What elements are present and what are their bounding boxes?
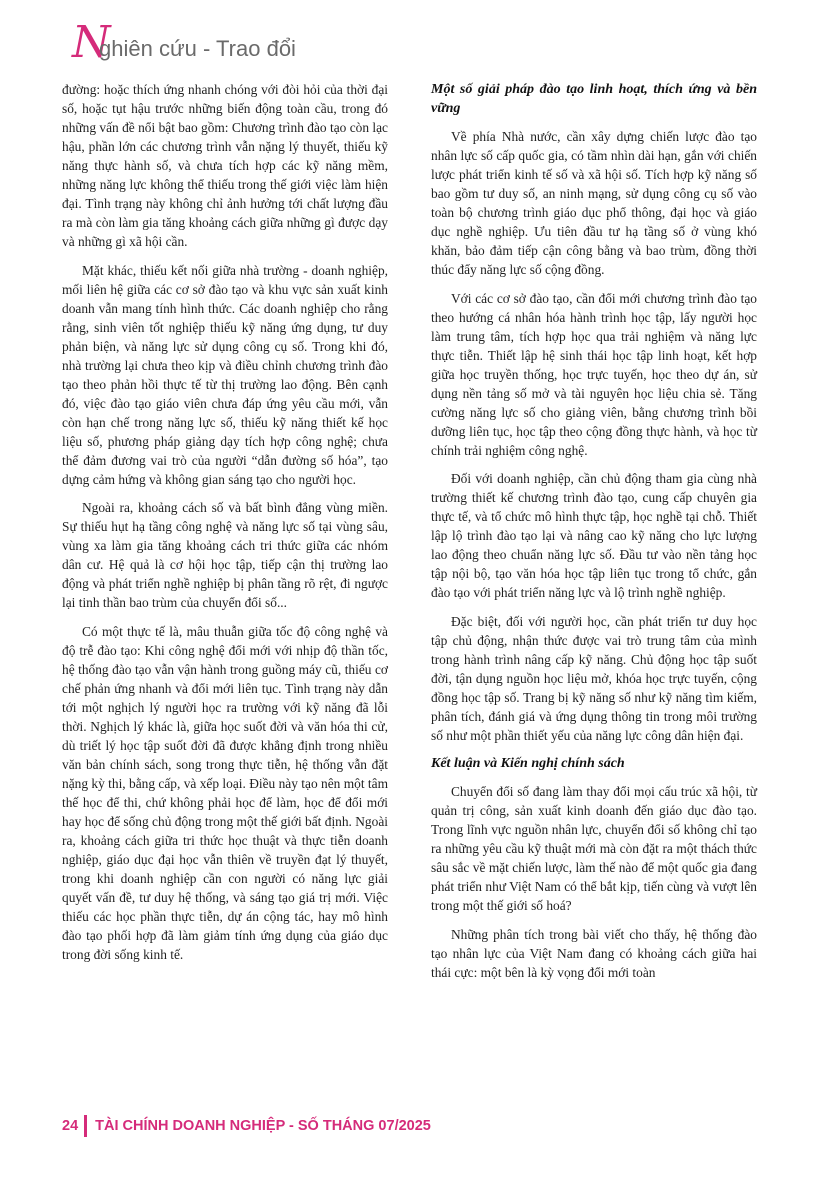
page-footer bbox=[62, 1115, 431, 1137]
left-column bbox=[62, 80, 388, 973]
paragraph: Mặt khác, thiếu kết nối giữa nhà trường - doanh nghiệp, mối liên hệ giữa các cơ sở đào tạo và khu vực sản xuất kinh doanh vẫn mang tính hình thức. Các doanh nghiệp cho rằng rằng, sinh viên tốt nghiệp thiếu kỹ năng ứng dụng, tư duy phản biện, và năng lực sử dụng công cụ số. Trong khi đó, nhà trường lại chưa theo kịp và điều chỉnh chương trình đào tạo theo phản hồi thực tế từ thị trường lao động. Bên cạnh đó, việc đào tạo giáo viên chưa đáp ứng yêu cầu mới, vẫn còn hạn chế trong năng lực số, thiếu kỹ năng thiết kế học liệu số, phương pháp giảng dạy tích hợp công nghệ; chưa thể đảm đương vai trò của người “dẫn đường số hóa”, tạo dựng cảm hứng và không gian sáng tạo cho người học. bbox=[62, 262, 388, 487]
footer-divider bbox=[84, 1115, 87, 1137]
paragraph: Về phía Nhà nước, cần xây dựng chiến lược đào tạo nhân lực số cấp quốc gia, có tầm nhìn dài hạn, gắn với chiến lược phát triển kinh tế số và xã hội số. Tích hợp kỹ năng số bao gồm tư duy số, an ninh mạng, sử dụng công cụ số vào toàn bộ chương trình giáo dục phổ thông, đại học và giáo dục nghề nghiệp. Ưu tiên đầu tư hạ tầng số ở vùng khó khăn, bảo đảm tiếp cận công bằng và bao trùm, đồng thời thúc đẩy năng lực số cộng đồng. bbox=[431, 129, 757, 277]
paragraph: đường: hoặc thích ứng nhanh chóng với đòi hỏi của thời đại số, hoặc tụt hậu trước những biến động toàn cầu, trong đó những vấn đề nổi bật bao gồm: Chương trình đào tạo còn lạc hậu, phần lớn các chương trình vẫn nặng lý thuyết, thiếu kỹ năng thực hành số, và chưa tích hợp các kỹ năng mềm, những năng lực không thể thiếu trong thế giới việc làm hiện đại. Tình trạng này không chỉ ảnh hưởng tới chất lượng đầu ra mà còn làm gia tăng khoảng cách giữa những gì được dạy và những gì xã hội cần. bbox=[62, 82, 388, 249]
paragraph: Có một thực tế là, mâu thuẫn giữa tốc độ công nghệ và độ trễ đào tạo: Khi công nghệ đổi mới với nhịp độ thần tốc, hệ thống đào tạo vẫn vận hành trong guồng máy cũ, thiếu cơ chế phản ứng nhanh và đổi mới liên tục. Tình trạng này dẫn tới một nghịch lý người học ra trường với kỹ năng đã lỗi thời. Nghịch lý khác là, giữa học suốt đời và văn hóa thi cử, dù triết lý học tập suốt đời đã được khẳng định trong nhiều văn bản chính sách, song trong thực tiễn, hệ thống vẫn đặt nặng kỳ thi, bằng cấp, và xếp loại. Điều này tạo nên một tâm thế học để thi, chứ không phải học để làm, học để đổi mới hay học để sống chủ động trong một thế giới bất định. Ngoài ra, khoảng cách giữa tri thức học thuật và thực tiễn doanh nghiệp, giáo dục đại học vẫn thiên về truyền đạt lý thuyết, trong khi doanh nghiệp cần con người có năng lực giải quyết vấn đề, tư duy hệ thống, và sáng tạo giá trị mới. Việc thiếu các học phần thực tiễn, dự án cộng tác, hay mô hình đào tạo phối hợp đã làm giảm tính ứng dụng của giáo dục trong đời sống kinh tế. bbox=[62, 623, 388, 962]
section-header-title: ghiên cứu - Trao đổi bbox=[99, 36, 296, 61]
paragraph: Đối với doanh nghiệp, cần chủ động tham gia cùng nhà trường thiết kế chương trình đào tạo, cung cấp chuyên gia thực tế, và tổ chức mô hình thực tập, học nghề tại chỗ. Thiết lập lộ trình đào tạo lại và nâng cao kỹ năng cho lực lượng lao động theo chuẩn năng lực số. Đầu tư vào nền tảng học tập nội bộ, tạo văn hóa học tập liên tục trong tổ chức, gắn đào tạo với phát triển năng lực và lộ trình nghề nghiệp. bbox=[431, 471, 757, 600]
publication-name: TÀI CHÍNH DOANH NGHIỆP - SỐ THÁNG 07/2025 bbox=[95, 1118, 431, 1134]
section-header-initial: N bbox=[72, 17, 111, 68]
paragraph: Những phân tích trong bài viết cho thấy, hệ thống đào tạo nhân lực của Việt Nam đang có khoảng cách giữa hai thái cực: một bên là kỳ vọng đổi mới toàn bbox=[431, 926, 757, 980]
right-column bbox=[431, 80, 757, 991]
paragraph: Với các cơ sở đào tạo, cần đổi mới chương trình đào tạo theo hướng cá nhân hóa hành trình học tập, lấy người học làm trung tâm, tích hợp học qua trải nghiệm và năng lực thực tiễn. Thiết lập hệ sinh thái học tập linh hoạt, kết hợp giữa học truyền thống, học trực tuyến, học theo dự án, sử dụng nền tảng số mở và tài nguyên học liệu chia sẻ. Tăng cường năng lực số cho giảng viên, bằng chương trình bồi dưỡng liên tục, học tập theo cộng đồng thực hành, và học từ chính trải nghiệm công nghệ. bbox=[431, 290, 757, 458]
section-header bbox=[72, 18, 752, 68]
section-heading-solutions: Một số giải pháp đào tạo linh hoạt, thích ứng và bền vững bbox=[431, 82, 757, 116]
paragraph: Ngoài ra, khoảng cách số và bất bình đẳng vùng miền. Sự thiếu hụt hạ tầng công nghệ và năng lực số tại vùng sâu, vùng xa làm gia tăng khoảng cách tri thức giữa các nhóm dân cư. Hệ quả là cơ hội học tập, tiếp cận thị trường lao động và phát triển nghề nghiệp bị phân tầng rõ rệt, đi ngược lại tinh thần bao trùm của chuyển đổi số... bbox=[62, 500, 388, 610]
paragraph: Đặc biệt, đối với người học, cần phát triển tư duy học tập chủ động, nhận thức được vai trò trung tâm của mình trong hành trình nâng cấp kỹ năng. Chủ động học tập suốt đời, tận dụng nguồn học liệu mở, khóa học trực tuyến, cộng đồng học tập số. Trang bị kỹ năng số như kỹ năng tìm kiếm, phân tích, đánh giá và ứng dụng thông tin trong môi trường số như một phần thiết yếu của năng lực công dân hiện đại. bbox=[431, 613, 757, 743]
section-heading-conclusion: Kết luận và Kiến nghị chính sách bbox=[431, 756, 625, 771]
page-number: 24 bbox=[62, 1118, 79, 1134]
paragraph: Chuyển đổi số đang làm thay đổi mọi cấu trúc xã hội, từ quản trị công, sản xuất kinh doanh đến giáo dục đào tạo. Trong lĩnh vực nguồn nhân lực, chuyển đổi số không chỉ tạo ra những yêu cầu kỹ thuật mới mà còn đặt ra một thách thức sâu sắc về mặt chiến lược, làm thế nào để một quốc gia đang phát triển như Việt Nam có thể bắt kịp, tiến cùng và vượt lên trong một thế giới số hoá? bbox=[431, 784, 757, 913]
